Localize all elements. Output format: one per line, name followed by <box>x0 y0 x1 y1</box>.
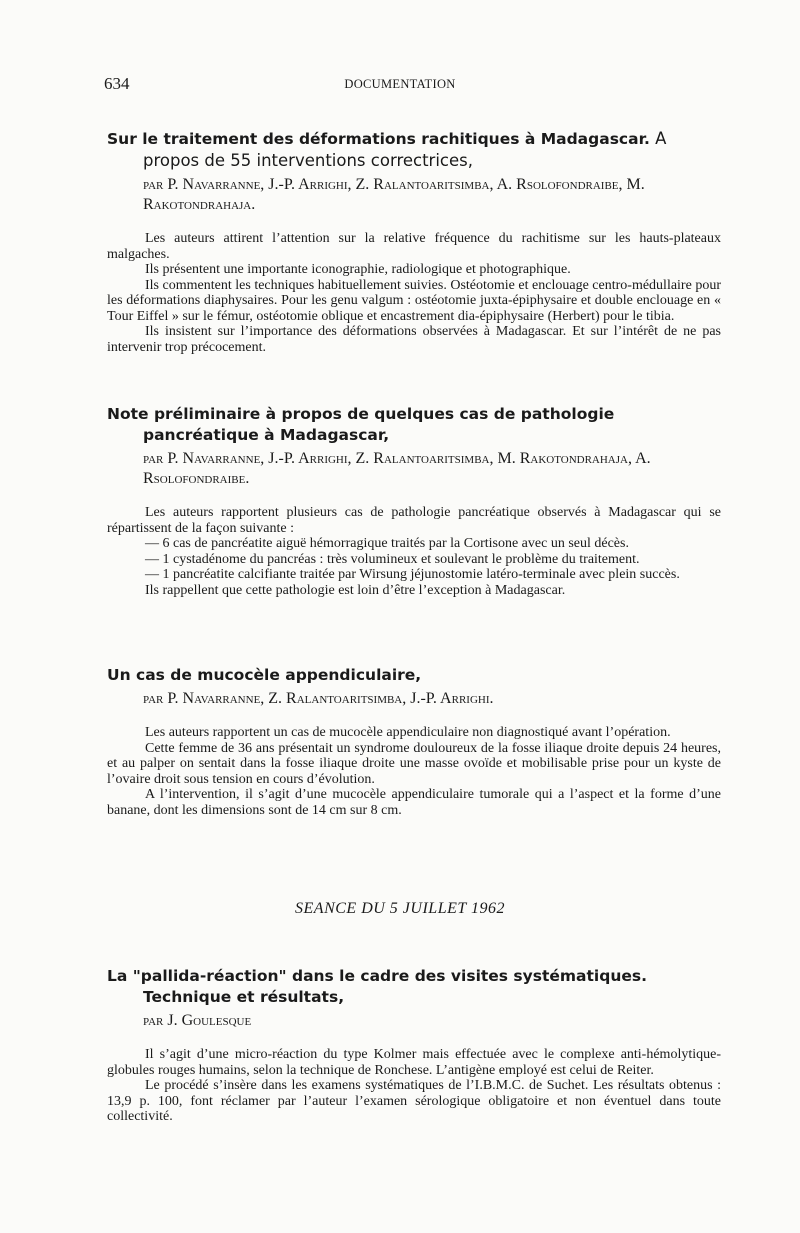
article-authors: par P. Navarranne, J.-P. Arrighi, Z. Ralantoaritsimba, M. Rakotondrahaja, A. Rsolofondraibe. <box>143 450 651 487</box>
paragraph: Ils commentent les techniques habituellement suivies. Ostéotomie et enclouage centro-médullaire pour les déformations diaphysaires. Pour les genu valgum : ostéotomie juxta-épiphysaire et double enclouage en « Tour Eiffel » sur le fémur, ostéotomie oblique et encastrement dia-épiphysaire (Herbert) pour le tibia. <box>107 277 721 324</box>
article-title: Note préliminaire à propos de quelques cas de pathologie pancréatique à Madagascar, <box>107 405 615 444</box>
article-pallida <box>107 966 721 1125</box>
paragraph: Cette femme de 36 ans présentait un syndrome douloureux de la fosse iliaque droite depuis 24 heures, et au palper on sentait dans la fosse iliaque droite une masse ovoïde et mobilisable prise pour un kyste de l’ovaire droit sous tension en cours d’évolution. <box>107 740 721 787</box>
article-authors: par J. Goulesque <box>143 1012 252 1029</box>
article-rachitisme <box>107 128 721 355</box>
paragraph: — 1 cystadénome du pancréas : très volumineux et soulevant le problème du traitement. <box>145 551 640 567</box>
paragraph: Ils insistent sur l’importance des déformations observées à Madagascar. Et sur l’intérêt de ne pas intervenir trop précocement. <box>107 324 721 355</box>
paragraph: — 1 pancréatite calcifiante traitée par Wirsung jéjunostomie latéro-terminale avec plein succès. <box>145 567 680 582</box>
article-pancreas <box>107 404 721 598</box>
article-body <box>107 505 721 598</box>
paragraph: Les auteurs rapportent plusieurs cas de pathologie pancréatique observés à Madagascar qui se répartissent de la façon suivante : <box>107 505 721 536</box>
paragraph: Le procédé s’insère dans les examens systématiques de l’I.B.M.C. de Suchet. Les résultats obtenus : 13,9 p. 100, font réclamer par l’auteur l’examen sérologique obligatoire et non éventuel dans toute collectivité. <box>107 1078 721 1124</box>
seance-heading: SEANCE DU 5 JUILLET 1962 <box>295 900 505 917</box>
article-authors: par P. Navarranne, J.-P. Arrighi, Z. Ralantoaritsimba, A. Rsolofondraibe, M. Rakotondrahaja. <box>143 176 645 213</box>
paragraph: Ils rappellent que cette pathologie est loin d’être l’exception à Madagascar. <box>145 582 566 598</box>
paragraph: — 6 cas de pancréatite aiguë hémorragique traités par la Cortisone avec un seul décès. <box>145 536 629 551</box>
article-body <box>107 725 721 818</box>
article-title <box>107 128 721 172</box>
paragraph: Les auteurs attirent l’attention sur la relative fréquence du rachitisme sur les hauts-plateaux malgaches. <box>107 231 721 262</box>
article-title-bold: Sur le traitement des déformations rachitiques à Madagascar. <box>107 130 650 148</box>
paragraph: Les auteurs rapportent un cas de mucocèle appendiculaire non diagnostiqué avant l’opération. <box>145 725 671 740</box>
paragraph: A l’intervention, il s’agit d’une mucocèle appendiculaire tumorale qui a l’aspect et la forme d’une banane, dont les dimensions sont de 14 cm sur 8 cm. <box>107 787 721 818</box>
paragraph: Il s’agit d’une micro-réaction du type Kolmer mais effectuée avec le complexe anti-hémolytique-globules rouges humains, selon la technique de Ronchese. L’antigène employé est celui de Reiter. <box>107 1047 721 1078</box>
article-authors: par P. Navarranne, Z. Ralantoaritsimba, J.-P. Arrighi. <box>143 690 494 707</box>
article-body <box>107 1047 721 1125</box>
page-number: 634 <box>104 74 130 93</box>
article-body <box>107 231 721 355</box>
article-title-light: A propos de 55 interventions correctrices, <box>143 129 667 170</box>
article-title: La "pallida-réaction" dans le cadre des visites systématiques. Technique et résultats, <box>107 967 647 1006</box>
article-mucocele <box>107 665 721 818</box>
article-title: Un cas de mucocèle appendiculaire, <box>107 666 422 684</box>
paragraph: Ils présentent une importante iconographie, radiologique et photographique. <box>145 262 571 277</box>
running-title: DOCUMENTATION <box>344 77 456 91</box>
